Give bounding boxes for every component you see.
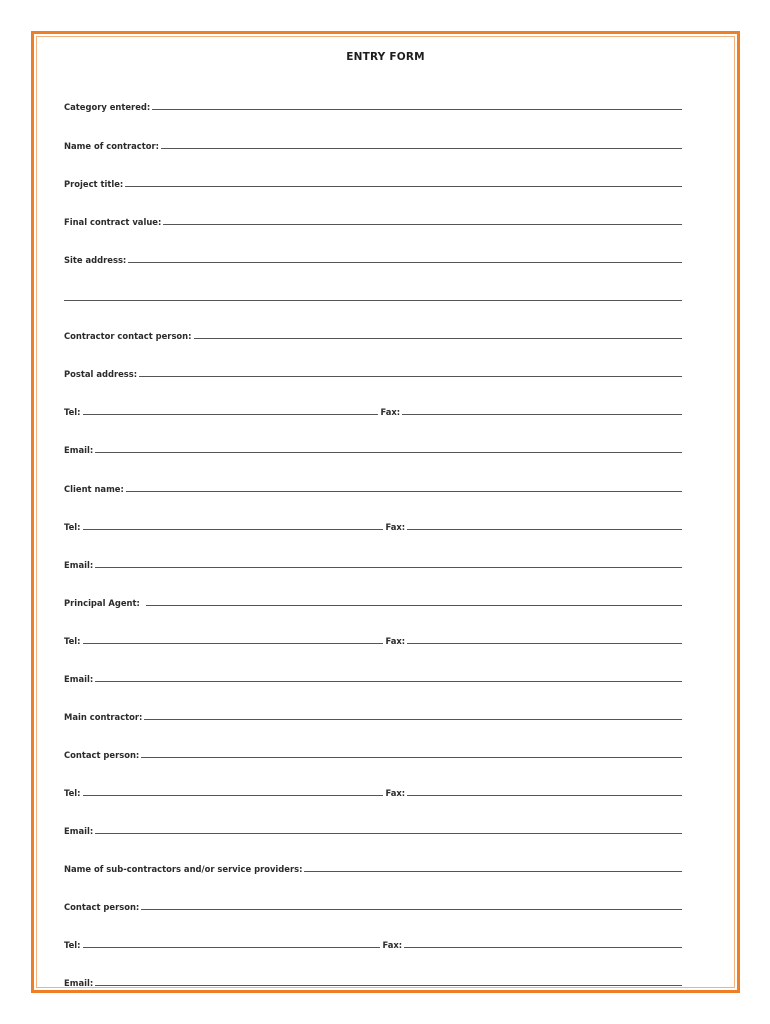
fill-line[interactable] xyxy=(128,262,682,263)
field-client-email[interactable] xyxy=(64,556,682,570)
field-label: Email: xyxy=(64,674,94,684)
field-main-contact-person[interactable] xyxy=(64,746,682,760)
fill-line[interactable] xyxy=(126,491,682,492)
field-sub-contact-person[interactable] xyxy=(64,898,682,912)
field-sub-contractors[interactable] xyxy=(64,860,682,874)
field-client-tel-fax[interactable] xyxy=(64,518,682,532)
tel-label: Tel: xyxy=(64,940,81,950)
field-contractor-contact-person[interactable] xyxy=(64,327,682,341)
field-site-address-continued[interactable] xyxy=(64,289,682,303)
fax-fill-line[interactable] xyxy=(402,414,682,415)
field-label: Email: xyxy=(64,445,94,455)
fill-line[interactable] xyxy=(95,567,682,568)
field-main-contractor[interactable] xyxy=(64,708,682,722)
form-title: ENTRY FORM xyxy=(346,51,425,63)
field-name-of-contractor[interactable] xyxy=(64,137,682,151)
fax-label: Fax: xyxy=(385,788,406,798)
field-label: Name of sub-contractors and/or service providers: xyxy=(64,864,303,874)
field-client-name[interactable] xyxy=(64,480,682,494)
field-label: Email: xyxy=(64,560,94,570)
field-main-tel-fax[interactable] xyxy=(64,784,682,798)
field-final-contract-value[interactable] xyxy=(64,213,682,227)
field-label: Contractor contact person: xyxy=(64,331,192,341)
field-agent-email[interactable] xyxy=(64,670,682,684)
tel-fill-line[interactable] xyxy=(83,947,380,948)
field-label: Final contract value: xyxy=(64,217,162,227)
tel-label: Tel: xyxy=(64,788,81,798)
field-postal-address[interactable] xyxy=(64,365,682,379)
field-label: Principal Agent: xyxy=(64,598,140,608)
fill-line[interactable] xyxy=(141,909,682,910)
page-border xyxy=(31,31,740,993)
field-label: Site address: xyxy=(64,255,127,265)
tel-fill-line[interactable] xyxy=(83,414,378,415)
field-contractor-email[interactable] xyxy=(64,441,682,455)
tel-label: Tel: xyxy=(64,636,81,646)
tel-fill-line[interactable] xyxy=(83,643,383,644)
field-label: Category entered: xyxy=(64,102,151,112)
fax-fill-line[interactable] xyxy=(407,643,682,644)
fill-line[interactable] xyxy=(95,452,682,453)
field-principal-agent[interactable] xyxy=(64,594,682,608)
field-label: Project title: xyxy=(64,179,124,189)
fill-line[interactable] xyxy=(139,376,682,377)
fill-line[interactable] xyxy=(163,224,682,225)
fax-fill-line[interactable] xyxy=(404,947,682,948)
field-label: Postal address: xyxy=(64,369,138,379)
tel-label: Tel: xyxy=(64,522,81,532)
field-site-address[interactable] xyxy=(64,251,682,265)
field-label: Email: xyxy=(64,978,94,988)
field-sub-email[interactable] xyxy=(64,974,682,988)
field-label: Contact person: xyxy=(64,750,140,760)
field-contractor-tel-fax[interactable] xyxy=(64,403,682,417)
field-label: Main contractor: xyxy=(64,712,143,722)
fill-line[interactable] xyxy=(194,338,683,339)
tel-fill-line[interactable] xyxy=(83,795,383,796)
fax-label: Fax: xyxy=(385,636,406,646)
field-label: Client name: xyxy=(64,484,124,494)
fill-line[interactable] xyxy=(161,148,682,149)
fill-line[interactable] xyxy=(95,833,682,834)
fill-line[interactable] xyxy=(304,871,682,872)
field-sub-tel-fax[interactable] xyxy=(64,936,682,950)
fill-line[interactable] xyxy=(95,681,682,682)
fill-line[interactable] xyxy=(146,605,682,606)
fill-line[interactable] xyxy=(141,757,682,758)
tel-fill-line[interactable] xyxy=(83,529,383,530)
field-agent-tel-fax[interactable] xyxy=(64,632,682,646)
field-label: Email: xyxy=(64,826,94,836)
fax-label: Fax: xyxy=(382,940,403,950)
fill-line[interactable] xyxy=(64,300,682,301)
fill-line[interactable] xyxy=(125,186,682,187)
fax-label: Fax: xyxy=(380,407,401,417)
fill-line[interactable] xyxy=(144,719,682,720)
field-label: Contact person: xyxy=(64,902,140,912)
fax-label: Fax: xyxy=(385,522,406,532)
fax-fill-line[interactable] xyxy=(407,795,682,796)
tel-label: Tel: xyxy=(64,407,81,417)
fill-line[interactable] xyxy=(152,109,682,110)
fill-line[interactable] xyxy=(95,985,682,986)
field-category-entered[interactable] xyxy=(64,98,682,112)
field-main-email[interactable] xyxy=(64,822,682,836)
fax-fill-line[interactable] xyxy=(407,529,682,530)
field-project-title[interactable] xyxy=(64,175,682,189)
field-label: Name of contractor: xyxy=(64,141,159,151)
